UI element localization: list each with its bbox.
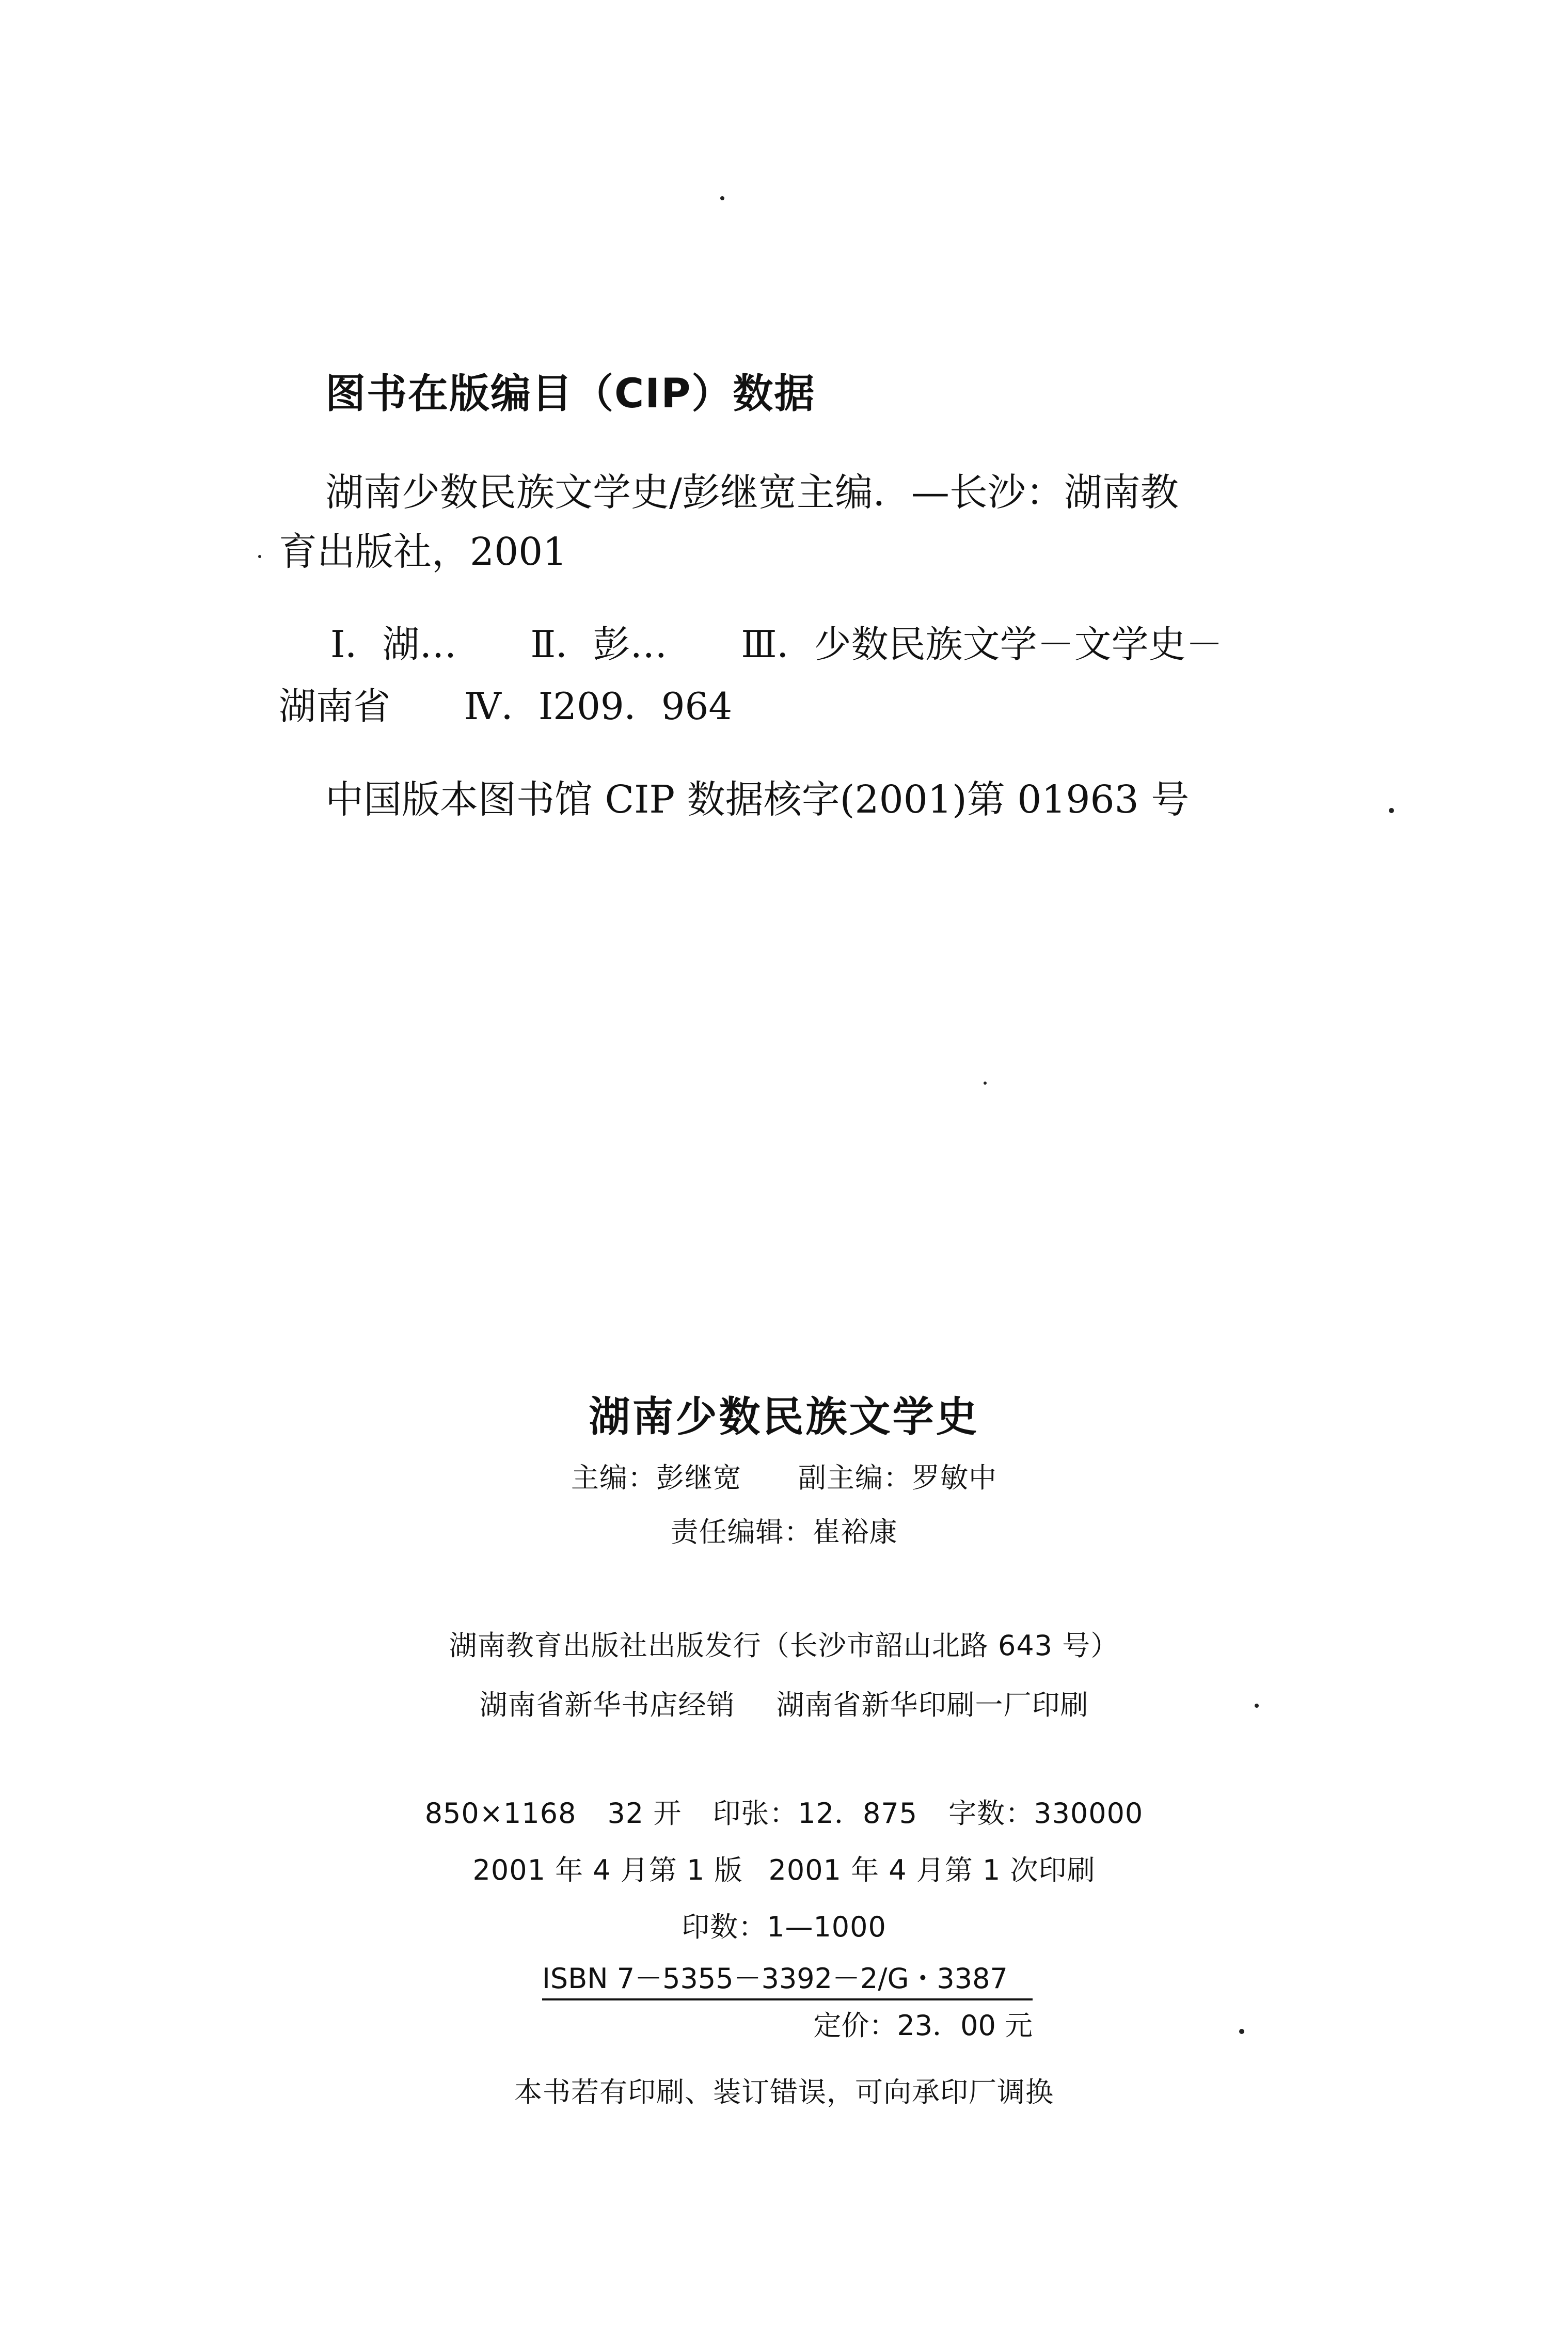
scan-speck <box>1255 1704 1259 1708</box>
cip-verification: 中国版本图书馆 CIP 数据核字(2001)第 01963 号 <box>325 777 1190 822</box>
price: 定价：23．00 元 <box>813 2009 1033 2042</box>
cip-region: 湖南省 <box>279 685 391 728</box>
scan-speck <box>1389 808 1394 813</box>
scan-speck <box>984 1082 987 1085</box>
cip-index-1: Ⅰ．湖… <box>330 623 457 666</box>
printer: 湖南省新华印刷一厂印刷 <box>776 1689 1089 1721</box>
editors-line <box>0 1456 1568 1496</box>
distribution-line <box>0 1683 1568 1723</box>
edition: 2001 年 4 月第 1 版 <box>472 1854 743 1886</box>
responsible-editor: 责任编辑：崔裕康 <box>670 1516 898 1548</box>
print-run: 印数：1—1000 <box>682 1911 886 1943</box>
isbn: ISBN 7－5355－3392－2/G・3387 <box>542 1957 1033 2000</box>
cip-subject-index <box>330 614 1223 668</box>
chief-editor: 主编：彭继宽 <box>571 1462 741 1494</box>
cip-index-3: Ⅲ．少数民族文学－文学史－ <box>741 623 1223 666</box>
cip-classification: Ⅳ．I209．964 <box>464 685 733 728</box>
word-count: 字数：330000 <box>948 1797 1144 1830</box>
specs-line <box>0 1791 1568 1831</box>
book-title: 湖南少数民族文学史 <box>589 1393 979 1441</box>
sheets: 印张：12．875 <box>712 1797 918 1830</box>
format: 850×1168 <box>424 1797 577 1830</box>
cip-description-line-2: 育出版社，2001 <box>279 530 567 574</box>
publisher-line: 湖南教育出版社出版发行（长沙市韶山北路 643 号） <box>449 1629 1119 1662</box>
cip-classification-line <box>279 676 732 730</box>
cip-heading: 图书在版编目（CIP）数据 <box>325 371 816 417</box>
scan-speck <box>258 555 261 558</box>
cip-index-2: Ⅱ．彭… <box>530 623 668 666</box>
scan-speck <box>1239 2029 1244 2034</box>
deputy-editor: 副主编：罗敏中 <box>798 1462 997 1494</box>
cip-description-line-1: 湖南少数民族文学史/彭继宽主编．—长沙：湖南教 <box>325 470 1179 515</box>
edition-line <box>0 1848 1568 1888</box>
scan-speck <box>720 196 724 200</box>
isbn-block <box>542 1957 1033 2043</box>
folio: 32 开 <box>607 1797 682 1830</box>
distributor: 湖南省新华书店经销 <box>479 1689 735 1721</box>
printing: 2001 年 4 月第 1 次印刷 <box>768 1854 1096 1886</box>
misprint-notice: 本书若有印刷、装订错误，可向承印厂调换 <box>514 2076 1054 2108</box>
